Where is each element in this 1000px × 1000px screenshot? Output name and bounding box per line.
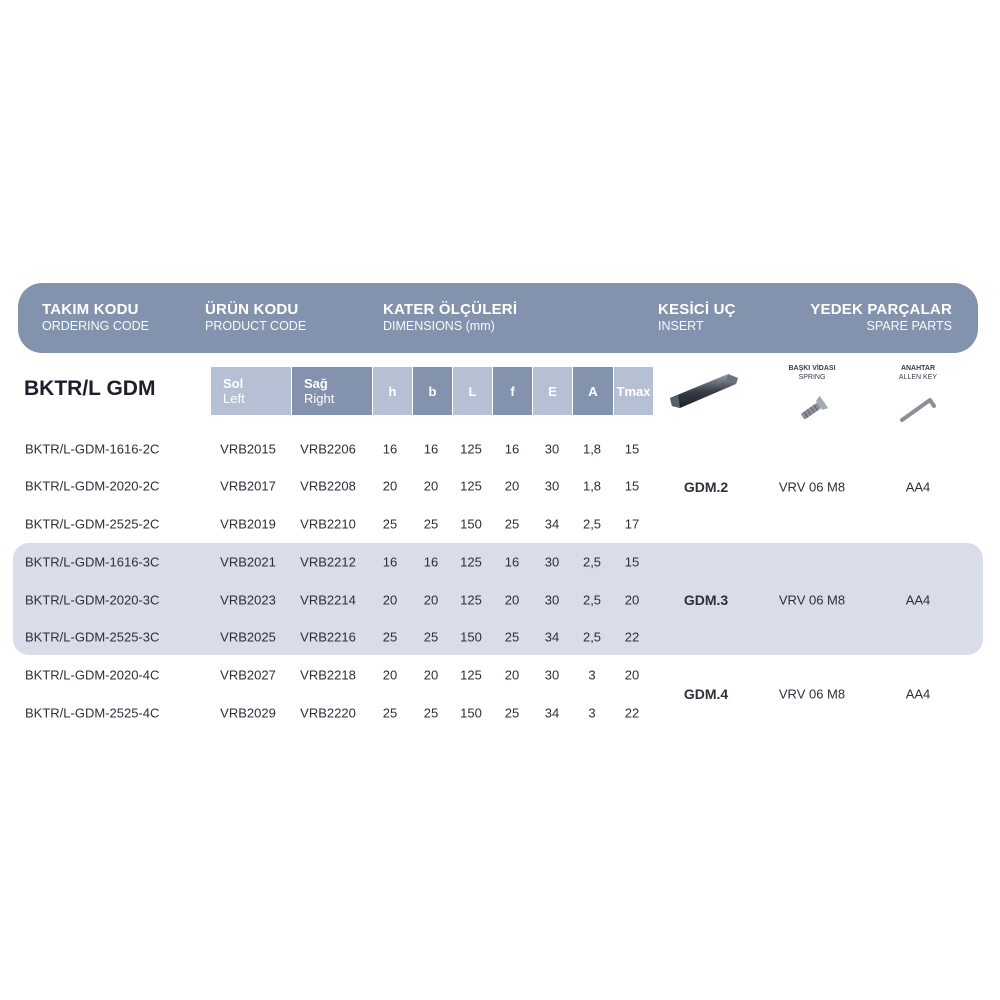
allen-key-label-tr: ANAHTAR xyxy=(900,365,936,372)
cell-dim-L: 150 xyxy=(460,629,482,645)
cell-ordering-code: BKTR/L-GDM-2020-4C xyxy=(25,667,160,683)
cell-dim-A: 2,5 xyxy=(582,629,602,645)
cell-dim-h: 20 xyxy=(382,478,398,494)
cell-right-code: VRB2216 xyxy=(300,629,356,645)
cell-dim-h: 25 xyxy=(382,705,398,721)
cell-ordering-code: BKTR/L-GDM-1616-3C xyxy=(25,554,160,570)
product-code-title: ÜRÜN KODU xyxy=(205,301,299,318)
product-code-subtitle: PRODUCT CODE xyxy=(205,319,307,333)
cell-dim-h: 25 xyxy=(382,516,398,532)
cell-ordering-code: BKTR/L-GDM-1616-2C xyxy=(25,441,160,457)
spare-parts-header xyxy=(810,301,952,333)
cell-dim-Tmax: 15 xyxy=(624,441,640,457)
cell-dim-f: 16 xyxy=(504,554,520,570)
cell-dim-b: 20 xyxy=(423,592,439,608)
spring-code-gdm2: VRV 06 M8 xyxy=(778,479,846,495)
cell-dim-f: 20 xyxy=(504,478,520,494)
cell-dim-Tmax: 20 xyxy=(624,667,640,683)
cell-dim-L: 125 xyxy=(460,441,482,457)
allen-key-label xyxy=(899,364,937,382)
cell-dim-A: 3 xyxy=(588,705,596,721)
cell-ordering-code: BKTR/L-GDM-2020-3C xyxy=(25,592,160,608)
cell-right-code: VRB2212 xyxy=(300,554,356,570)
cell-ordering-code: BKTR/L-GDM-2525-4C xyxy=(25,705,160,721)
cell-dim-Tmax: 17 xyxy=(624,516,640,532)
cell-dim-E: 30 xyxy=(544,592,560,608)
cell-dim-E: 30 xyxy=(544,554,560,570)
col-A-header: A xyxy=(573,367,613,415)
dimensions-title: KATER ÖLÇÜLERİ xyxy=(383,301,518,318)
col-left-tr: Sol xyxy=(223,376,244,391)
cell-dim-h: 16 xyxy=(382,554,398,570)
insert-tool-icon xyxy=(666,368,742,412)
cell-dim-h: 20 xyxy=(382,667,398,683)
col-L-header: L xyxy=(453,367,492,415)
col-left-header xyxy=(211,367,291,415)
cell-dim-f: 16 xyxy=(504,441,520,457)
col-h-header: h xyxy=(373,367,412,415)
cell-left-code: VRB2025 xyxy=(220,629,276,645)
cell-dim-h: 16 xyxy=(382,441,398,457)
cell-dim-b: 16 xyxy=(423,441,439,457)
cell-left-code: VRB2029 xyxy=(220,705,276,721)
screw-icon xyxy=(796,394,830,424)
cell-right-code: VRB2210 xyxy=(300,516,356,532)
cell-dim-E: 34 xyxy=(544,705,560,721)
cell-dim-E: 34 xyxy=(544,629,560,645)
cell-dim-h: 25 xyxy=(382,629,398,645)
cell-ordering-code: BKTR/L-GDM-2525-3C xyxy=(25,629,160,645)
cell-left-code: VRB2023 xyxy=(220,592,276,608)
col-E-header: E xyxy=(533,367,572,415)
cell-dim-L: 125 xyxy=(460,554,482,570)
spring-label-en: SPRING xyxy=(798,374,826,381)
cell-dim-L: 125 xyxy=(460,667,482,683)
cell-dim-A: 1,8 xyxy=(582,441,602,457)
spring-code-gdm3: VRV 06 M8 xyxy=(778,592,846,608)
spare-parts-subtitle: SPARE PARTS xyxy=(866,319,952,333)
insert-subtitle: INSERT xyxy=(658,319,704,333)
cell-dim-Tmax: 20 xyxy=(624,592,640,608)
cell-left-code: VRB2021 xyxy=(220,554,276,570)
cell-dim-f: 25 xyxy=(504,629,520,645)
cell-left-code: VRB2017 xyxy=(220,478,276,494)
cell-right-code: VRB2218 xyxy=(300,667,356,683)
col-b-header: b xyxy=(413,367,452,415)
ordering-code-title: TAKIM KODU xyxy=(42,301,139,318)
cell-dim-b: 20 xyxy=(423,667,439,683)
cell-dim-A: 3 xyxy=(588,667,596,683)
cell-left-code: VRB2015 xyxy=(220,441,276,457)
insert-code-gdm3: GDM.3 xyxy=(683,592,729,608)
col-left-en: Left xyxy=(223,391,245,406)
product-code-header xyxy=(205,301,306,333)
key-code-gdm2: AA4 xyxy=(905,479,931,495)
dimensions-header xyxy=(383,301,517,333)
cell-dim-b: 25 xyxy=(423,705,439,721)
cell-right-code: VRB2208 xyxy=(300,478,356,494)
col-right-header xyxy=(292,367,372,415)
col-f-header: f xyxy=(493,367,532,415)
cell-dim-L: 125 xyxy=(460,592,482,608)
cell-dim-Tmax: 22 xyxy=(624,629,640,645)
col-Tmax-header: Tmax xyxy=(614,367,653,415)
spring-code-gdm4: VRV 06 M8 xyxy=(778,686,846,702)
col-right-en: Right xyxy=(304,391,335,406)
cell-dim-f: 25 xyxy=(504,705,520,721)
cell-dim-L: 125 xyxy=(460,478,482,494)
key-code-gdm3: AA4 xyxy=(905,592,931,608)
cell-right-code: VRB2206 xyxy=(300,441,356,457)
insert-code-gdm4: GDM.4 xyxy=(683,686,729,702)
cell-ordering-code: BKTR/L-GDM-2020-2C xyxy=(25,478,160,494)
cell-dim-A: 1,8 xyxy=(582,478,602,494)
cell-dim-L: 150 xyxy=(460,516,482,532)
cell-dim-b: 25 xyxy=(423,629,439,645)
key-code-gdm4: AA4 xyxy=(905,686,931,702)
col-right-tr: Sağ xyxy=(304,376,328,391)
cell-right-code: VRB2220 xyxy=(300,705,356,721)
cell-dim-f: 25 xyxy=(504,516,520,532)
cell-left-code: VRB2027 xyxy=(220,667,276,683)
cell-dim-b: 16 xyxy=(423,554,439,570)
cell-dim-A: 2,5 xyxy=(582,516,602,532)
cell-dim-E: 34 xyxy=(544,516,560,532)
cell-dim-E: 30 xyxy=(544,478,560,494)
cell-right-code: VRB2214 xyxy=(300,592,356,608)
cell-ordering-code: BKTR/L-GDM-2525-2C xyxy=(25,516,160,532)
ordering-code-subtitle: ORDERING CODE xyxy=(42,319,149,333)
cell-dim-Tmax: 22 xyxy=(624,705,640,721)
cell-dim-b: 20 xyxy=(423,478,439,494)
cell-dim-A: 2,5 xyxy=(582,554,602,570)
header-banner xyxy=(18,283,978,353)
cell-dim-f: 20 xyxy=(504,592,520,608)
product-family-title: BKTR/L GDM xyxy=(24,377,156,400)
cell-dim-h: 20 xyxy=(382,592,398,608)
insert-code-gdm2: GDM.2 xyxy=(683,479,729,495)
spring-label-tr: BAŞKI VİDASI xyxy=(788,365,836,372)
dimensions-subtitle: DIMENSIONS (mm) xyxy=(383,319,495,333)
cell-left-code: VRB2019 xyxy=(220,516,276,532)
cell-dim-E: 30 xyxy=(544,441,560,457)
spare-parts-title: YEDEK PARÇALAR xyxy=(810,301,952,318)
ordering-code-header xyxy=(42,301,149,333)
cell-dim-f: 20 xyxy=(504,667,520,683)
insert-header xyxy=(658,301,736,333)
cell-dim-b: 25 xyxy=(423,516,439,532)
cell-dim-L: 150 xyxy=(460,705,482,721)
spring-label xyxy=(788,364,835,382)
allen-key-icon xyxy=(898,392,940,424)
allen-key-label-en: ALLEN KEY xyxy=(898,374,938,381)
cell-dim-A: 2,5 xyxy=(582,592,602,608)
cell-dim-Tmax: 15 xyxy=(624,554,640,570)
cell-dim-Tmax: 15 xyxy=(624,478,640,494)
cell-dim-E: 30 xyxy=(544,667,560,683)
insert-title: KESİCİ UÇ xyxy=(658,301,736,318)
